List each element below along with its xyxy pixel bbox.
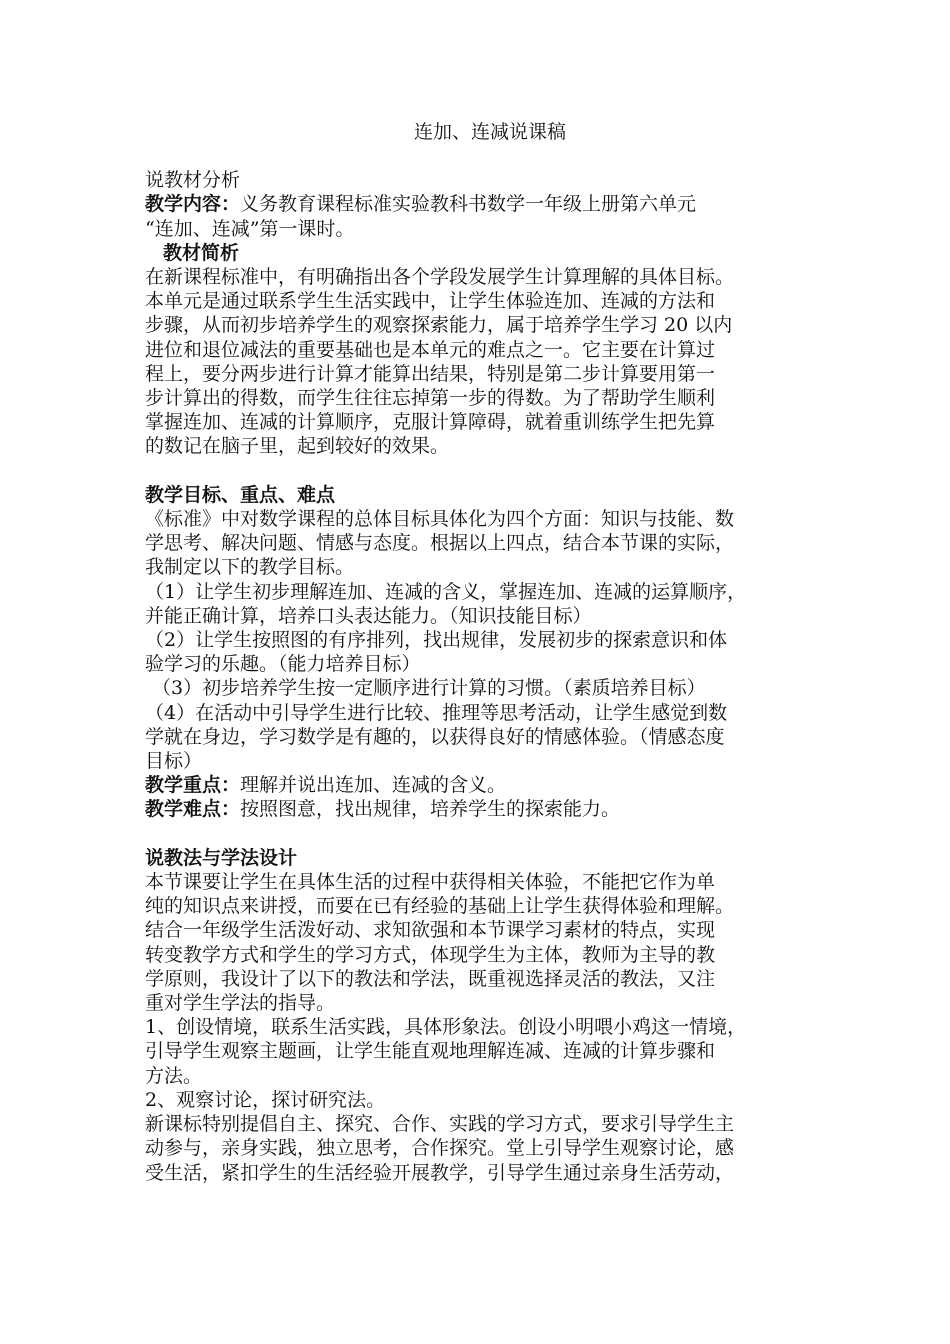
document-title: 连加、连减说课稿 xyxy=(413,121,566,143)
subheading-material-brief: 教材简析 xyxy=(163,241,240,264)
content-line xyxy=(145,192,825,216)
goal-1-line: 并能正确计算，培养口头表达能力。（知识技能目标） xyxy=(145,604,592,627)
paragraph-line: 步骤，从而初步培养学生的观察探索能力，属于培养学生学习 20 以内 xyxy=(145,314,733,337)
paragraph-line: 的数记在脑子里，起到较好的效果。 xyxy=(145,435,450,458)
paragraph-line: 本节课要让学生在具体生活的过程中获得相关体验，不能把它作为单 xyxy=(145,871,716,894)
difficulty-text: 按照图意，找出规律，培养学生的探索能力。 xyxy=(240,798,621,821)
difficulty-line xyxy=(145,797,825,821)
goal-4-line: （4）在活动中引导学生进行比较、推理等思考活动，让学生感觉到数 xyxy=(145,701,728,724)
paragraph-line: 步计算出的得数，而学生往往忘掉第一步的得数。为了帮助学生顺利 xyxy=(145,387,716,410)
section-heading-methods: 说教法与学法设计 xyxy=(145,846,298,869)
paragraph-line: 本单元是通过联系学生生活实践中，让学生体验连加、连减的方法和 xyxy=(145,290,716,313)
content-text-cont: “连加、连减”第一课时。 xyxy=(145,217,355,240)
method-2-line: 新课标特别提倡自主、探究、合作、实践的学习方式，要求引导学生主 xyxy=(145,1113,735,1136)
difficulty-label: 教学难点： xyxy=(145,798,241,821)
spacer xyxy=(145,459,825,483)
method-2-line: 动参与，亲身实践，独立思考，合作探究。堂上引导学生观察讨论，感 xyxy=(145,1137,735,1160)
goal-2-line: （2）让学生按照图的有序排列，找出规律，发展初步的探索意识和体 xyxy=(145,629,728,652)
method-1-line: 方法。 xyxy=(145,1064,203,1087)
content-label: 教学内容： xyxy=(145,193,241,216)
paragraph-line: 我制定以下的教学目标。 xyxy=(145,556,355,579)
paragraph-line: 进位和退位减法的重要基础也是本单元的难点之一。它主要在计算过 xyxy=(145,338,716,361)
goal-2-line: 验学习的乐趣。（能力培养目标） xyxy=(145,653,421,676)
key-point-text: 理解并说出连加、连减的含义。 xyxy=(240,774,507,797)
method-1-line: 1、创设情境，联系生活实践，具体形象法。创设小明喂小鸡这一情境， xyxy=(145,1016,747,1039)
paragraph-line: 在新课程标准中，有明确指出各个学段发展学生计算理解的具体目标。 xyxy=(145,266,735,289)
document-page xyxy=(145,120,825,1185)
paragraph-line: 学原则，我设计了以下的教法和学法，既重视选择灵活的教法，又注 xyxy=(145,967,716,990)
goal-3-line: （3）初步培养学生按一定顺序进行计算的习惯。（素质培养目标） xyxy=(152,677,706,700)
paragraph-line: 转变教学方式和学生的学习方式，体现学生为主体，教师为主导的教 xyxy=(145,943,716,966)
method-2-heading: 2、观察讨论，探讨研究法。 xyxy=(145,1088,386,1111)
paragraph-line: 结合一年级学生活泼好动、求知欲强和本节课学习素材的特点，实现 xyxy=(145,919,716,942)
section-heading-material-analysis: 说教材分析 xyxy=(145,169,241,192)
paragraph-line: 《标准》中对数学课程的总体目标具体化为四个方面：知识与技能、数 xyxy=(145,508,735,531)
section-heading-goals: 教学目标、重点、难点 xyxy=(145,483,336,506)
spacer xyxy=(145,822,825,846)
goal-4-line: 目标） xyxy=(145,750,203,773)
paragraph-line: 纯的知识点来讲授，而要在已有经验的基础上让学生获得体验和理解。 xyxy=(145,895,735,918)
paragraph-line: 重对学生学法的指导。 xyxy=(145,992,336,1015)
method-2-line: 受生活，紧扣学生的生活经验开展教学，引导学生通过亲身生活劳动， xyxy=(145,1161,735,1184)
paragraph-line: 掌握连加、连减的计算顺序，克服计算障碍，就着重训练学生把先算 xyxy=(145,411,716,434)
goal-4-line: 学就在身边，学习数学是有趣的，以获得良好的情感体验。（情感态度 xyxy=(145,725,725,748)
goal-1-line: （1）让学生初步理解连加、连减的含义，掌握连加、连减的运算顺序， xyxy=(145,580,747,603)
content-text: 义务教育课程标准实验教科书数学一年级上册第六单元 xyxy=(240,193,697,216)
paragraph-line: 学思考、解决问题、情感与态度。根据以上四点，结合本节课的实际， xyxy=(145,532,735,555)
key-point-label: 教学重点： xyxy=(145,774,241,797)
paragraph-line: 程上，要分两步进行计算才能算出结果，特别是第二步计算要用第一 xyxy=(145,362,716,385)
method-1-line: 引导学生观察主题画，让学生能直观地理解连减、连减的计算步骤和 xyxy=(145,1040,716,1063)
key-point-line xyxy=(145,773,825,797)
